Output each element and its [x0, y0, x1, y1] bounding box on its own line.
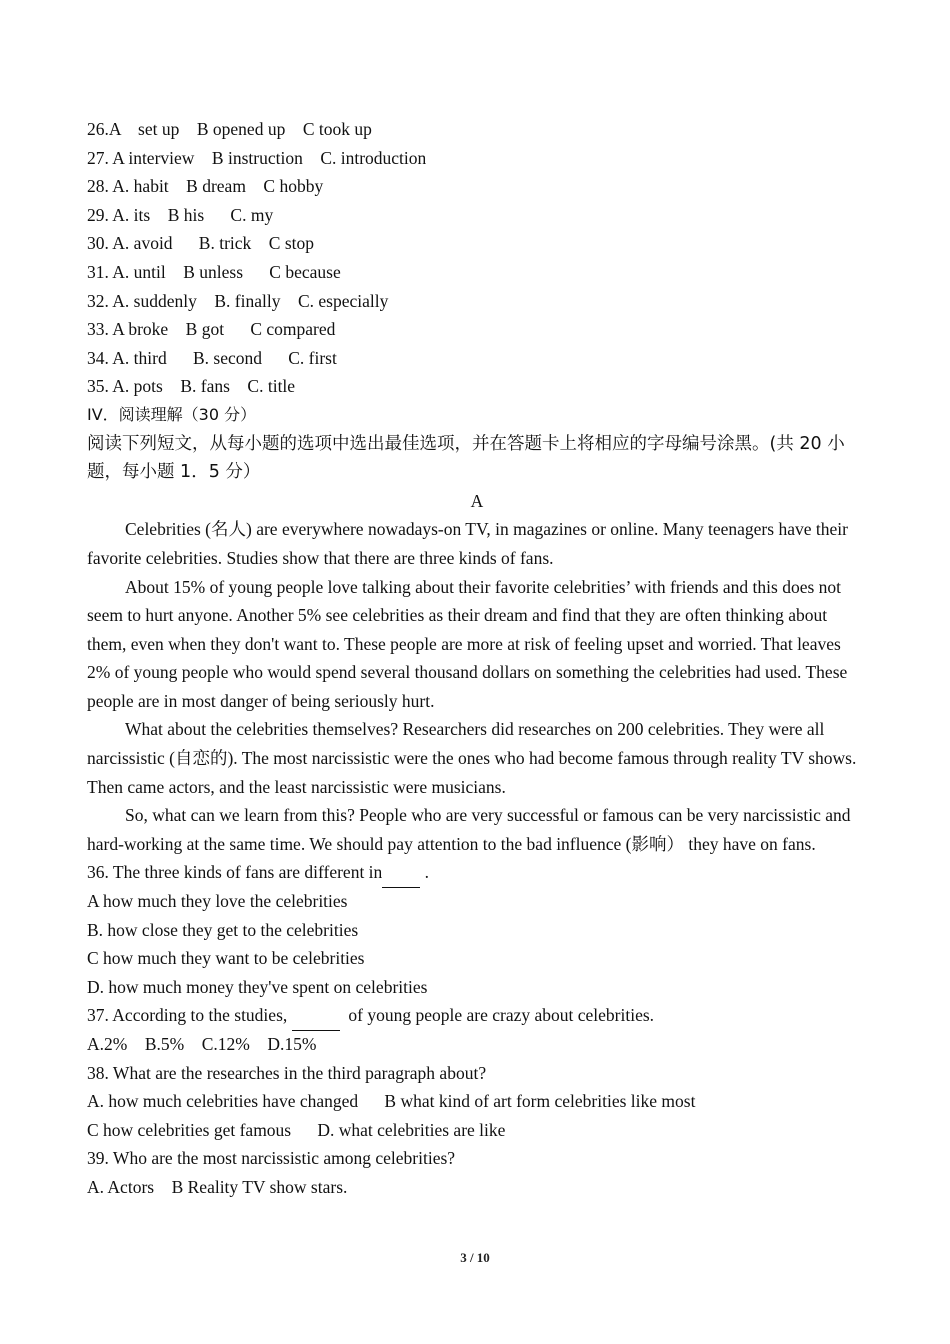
question-37 [87, 1001, 867, 1058]
question-38-options-ab: A. how much celebrities have changed B what kind of art form celebrities like most [87, 1091, 696, 1112]
cloze-options-list [87, 115, 867, 401]
passage-label: A [470, 490, 484, 511]
question-36-option-a: A how much they love the celebrities [87, 891, 348, 912]
question-38 [87, 1059, 867, 1145]
section-heading: IV．阅读理解（30 分） [87, 404, 257, 424]
section-instructions: 阅读下列短文，从每小题的选项中选出最佳选项，并在答题卡上将相应的字母编号涂黑。(共 20 小题，每小题 1．5 分） [87, 433, 845, 483]
option-line-30: 30. A. avoid B. trick C stop [87, 233, 315, 254]
option-line-33: 33. A broke B got C compared [87, 319, 336, 340]
passage-paragraph-2: About 15% of young people love talking about their favorite celebrities’ with friends and this does not seem to hurt anyone. Another 5% see celebrities as their dream and find that they are often thinking about them, even when they don't want to. These people are more at risk of feeling upset and worried. That leaves 2% of young people who would spend several thousand dollars on something the celebrities had used. These people are in most danger of being seriously hurt. [87, 576, 848, 711]
passage-paragraph-4: So, what can we learn from this? People who are very successful or famous can be very narcissistic and hard-working at the same time. We should pay attention to the bad influence (影响） they have on fans. [87, 805, 851, 854]
question-39-options: A. Actors B Reality TV show stars. [87, 1176, 348, 1197]
passage-paragraph-1: Celebrities (名人) are everywhere nowadays-on TV, in magazines or online. Many teenagers have their favorite celebrities. Studies show that there are three kinds of fans. [87, 519, 848, 568]
option-line-28: 28. A. habit B dream C hobby [87, 176, 324, 197]
question-39-stem: 39. Who are the most narcissistic among celebrities? [87, 1148, 456, 1169]
page-number: 3 / 10 [460, 1250, 490, 1265]
question-36 [87, 858, 867, 1001]
question-36-option-c: C how much they want to be celebrities [87, 948, 365, 969]
answer-blank [382, 858, 420, 888]
option-line-31: 31. A. until B unless C because [87, 261, 341, 282]
question-36-stem-end: . [420, 862, 430, 883]
exam-page [87, 115, 867, 1202]
option-line-26: 26.A set up B opened up C took up [87, 119, 372, 139]
question-36-option-d: D. how much money they've spent on celebrities [87, 976, 428, 997]
question-37-stem-end: of young people are crazy about celebrities. [339, 1005, 655, 1026]
passage-body [87, 515, 867, 858]
question-39 [87, 1144, 867, 1201]
option-line-35: 35. A. pots B. fans C. title [87, 376, 296, 397]
question-37-stem [87, 1001, 867, 1030]
option-line-32: 32. A. suddenly B. finally C. especially [87, 290, 389, 311]
question-37-options: A.2% B.5% C.12% D.15% [87, 1034, 317, 1054]
option-line-34: 34. A. third B. second C. first [87, 347, 337, 368]
answer-blank [292, 1001, 340, 1031]
passage-paragraph-3: What about the celebrities themselves? Researchers did researches on 200 celebrities. They were all narcissistic (自恋的). The most narcissistic were the ones who had become famous through reality TV shows. Then came actors, and the least narcissistic were musicians. [87, 719, 857, 797]
question-38-options-cd: C how celebrities get famous D. what celebrities are like [87, 1119, 506, 1140]
question-36-stem [87, 858, 867, 887]
question-38-stem: 38. What are the researches in the third paragraph about? [87, 1062, 487, 1083]
question-36-stem-text: 36. The three kinds of fans are different in [87, 862, 383, 883]
question-37-stem-text: 37. According to the studies, [87, 1005, 292, 1026]
option-line-27: 27. A interview B instruction C. introduction [87, 147, 427, 168]
question-36-option-b: B. how close they get to the celebrities [87, 919, 359, 940]
option-line-29: 29. A. its B his C. my [87, 204, 274, 225]
